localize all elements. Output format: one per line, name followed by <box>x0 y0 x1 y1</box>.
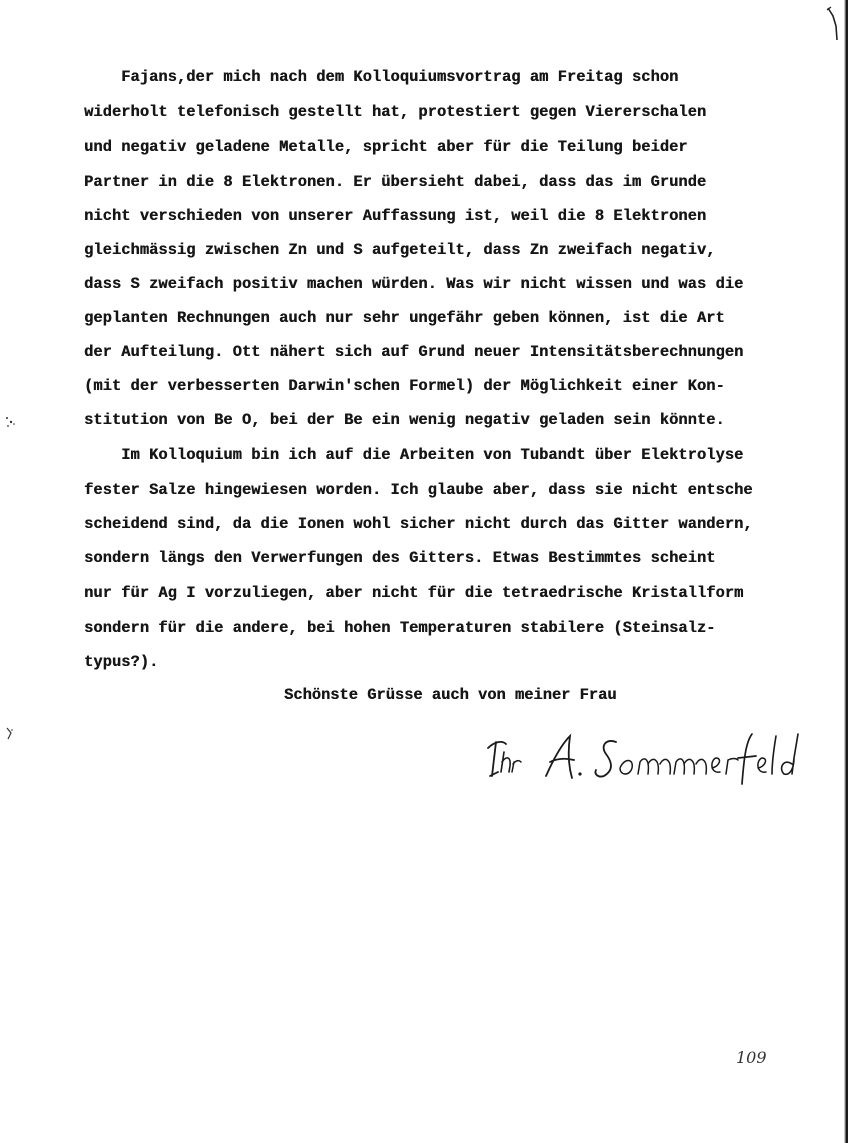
letter-line: der Aufteilung. Ott nähert sich auf Grund neuer Intensitätsberechnungen <box>84 343 744 361</box>
letter-line: Im Kolloquium bin ich auf die Arbeiten von Tubandt über Elektrolyse <box>84 446 744 464</box>
scan-edge-shadow <box>844 0 848 1143</box>
letter-line: und negativ geladene Metalle, spricht aber für die Teilung beider <box>84 138 688 156</box>
letter-line: gleichmässig zwischen Zn und S aufgeteilt, dass Zn zweifach negativ, <box>84 241 716 259</box>
margin-speck-icon <box>2 412 18 432</box>
page-number: 109 <box>736 1048 767 1067</box>
letter-line: Fajans,der mich nach dem Kolloquiumsvortrag am Freitag schon <box>84 68 679 86</box>
letter-line: fester Salze hingewiesen worden. Ich glaube aber, dass sie nicht entsche <box>84 481 753 499</box>
letter-line: scheidend sind, da die Ionen wohl sicher nicht durch das Gitter wandern, <box>84 515 753 533</box>
letter-line: geplanten Rechnungen auch nur sehr ungefähr geben können, ist die Art <box>84 309 725 327</box>
letter-line: typus?). <box>84 653 159 671</box>
letter-line: widerholt telefonisch gestellt hat, protestiert gegen Viererschalen <box>84 103 707 121</box>
letter-line: (mit der verbesserten Darwin'schen Formel) der Möglichkeit einer Kon- <box>84 377 725 395</box>
letter-line: nur für Ag I vorzuliegen, aber nicht für die tetraedrische Kristallform <box>84 584 744 602</box>
letter-line: sondern längs den Verwerfungen des Gitters. Etwas Bestimmtes scheint <box>84 549 716 567</box>
letter-line: dass S zweifach positiv machen würden. Was wir nicht wissen und was die <box>84 275 744 293</box>
letter-line: Partner in die 8 Elektronen. Er übersieht dabei, dass das im Grunde <box>84 173 707 191</box>
letter-line: stitution von Be O, bei der Be ein wenig negativ geladen sein könnte. <box>84 411 725 429</box>
closing-line: Schönste Grüsse auch von meiner Frau <box>284 686 617 704</box>
letter-line: sondern für die andere, bei hohen Temperaturen stabilere (Steinsalz- <box>84 619 716 637</box>
handwritten-signature <box>484 728 814 788</box>
letter-line: nicht verschieden von unserer Auffassung ist, weil die 8 Elektronen <box>84 207 707 225</box>
margin-speck-icon <box>2 724 18 744</box>
corner-mark-icon <box>824 4 842 42</box>
